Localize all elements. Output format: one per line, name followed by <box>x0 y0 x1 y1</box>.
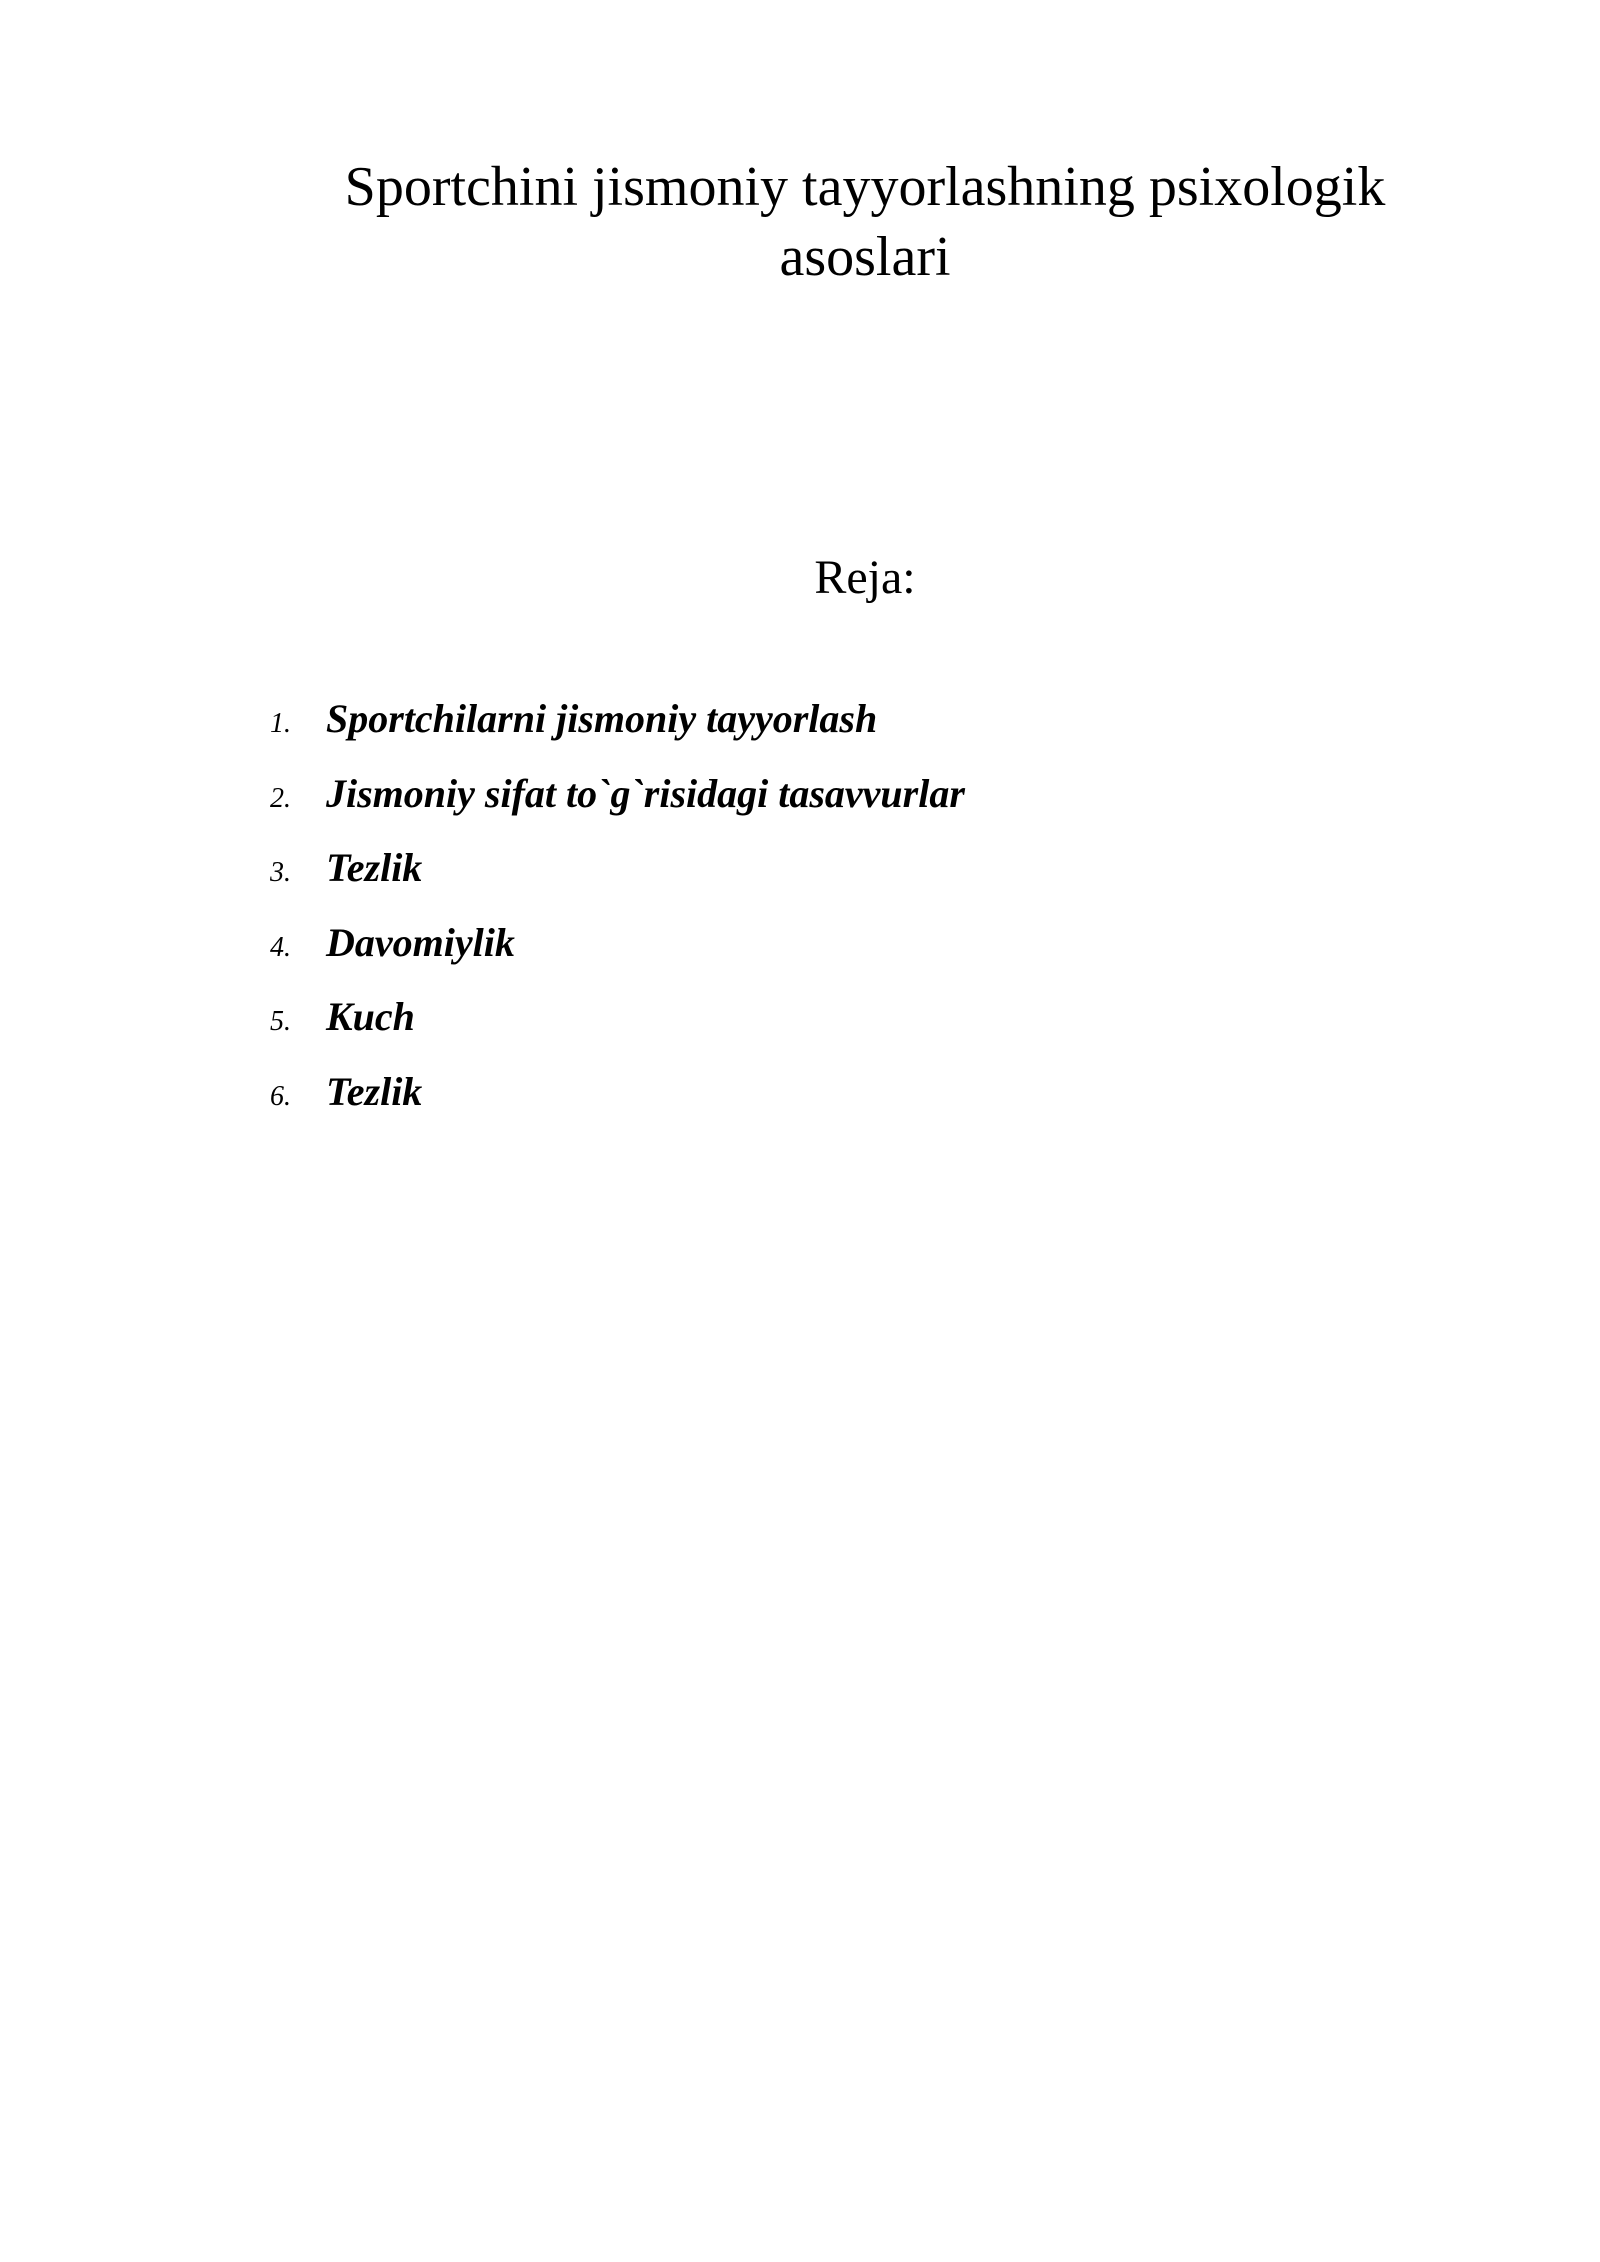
plan-item <box>270 919 965 994</box>
document-title: Sportchini jismoniy tayyorlashning psixologik asoslari <box>344 156 1386 288</box>
plan-item-text: Jismoniy sifat to`g`risidagi tasavvurlar <box>326 770 965 816</box>
plan-item-text: Tezlik <box>326 1068 423 1114</box>
plan-item-number: 6. <box>270 1080 291 1112</box>
plan-item-number: 4. <box>270 931 291 963</box>
plan-item <box>270 993 965 1068</box>
plan-item-number: 5. <box>270 1006 291 1038</box>
plan-item-number: 1. <box>270 708 291 739</box>
plan-heading: Reja: <box>814 551 916 604</box>
plan-item <box>270 1068 965 1143</box>
plan-list <box>270 695 965 1143</box>
plan-item-text: Kuch <box>326 994 415 1040</box>
plan-item-text: Davomiylik <box>326 919 515 965</box>
plan-item-text: Sportchilarni jismoniy tayyorlash <box>326 696 878 741</box>
plan-item <box>270 770 965 845</box>
plan-item-number: 3. <box>270 857 291 889</box>
plan-item <box>270 844 965 919</box>
plan-item <box>270 695 965 770</box>
plan-item-number: 2. <box>270 782 291 814</box>
plan-item-text: Tezlik <box>326 845 423 891</box>
